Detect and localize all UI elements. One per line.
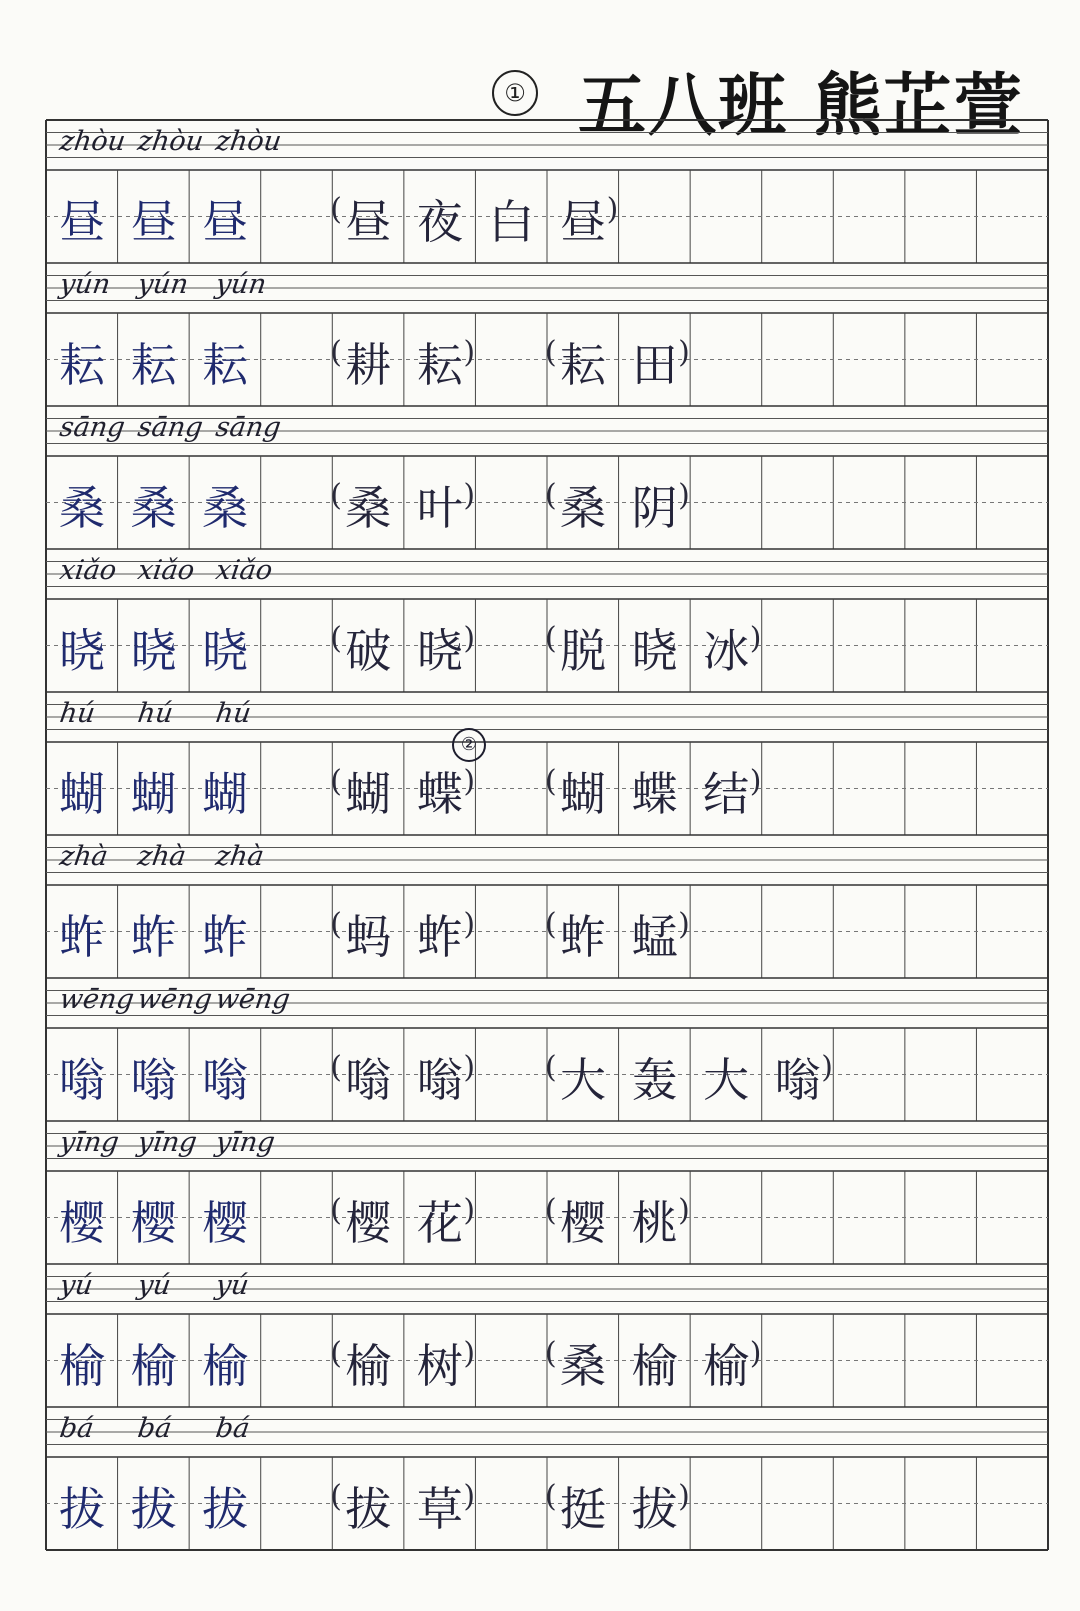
word-character: 冰 [703, 624, 750, 678]
word-close-paren: ) [463, 1050, 476, 1085]
practice-character: 蚱 [130, 910, 177, 964]
practice-character: 蝴 [59, 767, 105, 821]
word-close-paren: ) [678, 335, 690, 370]
practice-character: 拔 [59, 1482, 105, 1536]
pinyin-text: yún [213, 269, 269, 300]
pinyin-text: yú [135, 1270, 173, 1301]
word-character: 嗡 [416, 1053, 463, 1107]
pinyin-text: zhòu [57, 126, 128, 157]
word-close-paren: ) [678, 1193, 690, 1228]
pinyin-text: xiǎo [213, 555, 275, 586]
word-open-paren: ( [545, 1193, 557, 1228]
pinyin-text: yú [213, 1270, 251, 1301]
practice-character: 樱 [202, 1196, 249, 1250]
page-mark-two: ② [452, 728, 486, 762]
practice-character: 榆 [59, 1339, 105, 1393]
page-number-badge: ① [492, 70, 538, 116]
pinyin-text: yún [135, 269, 191, 300]
practice-character: 晓 [202, 624, 249, 678]
word-character: 破 [345, 624, 392, 678]
practice-character: 晓 [130, 624, 177, 678]
word-character: 白 [488, 195, 535, 249]
word-character: 草 [416, 1482, 463, 1536]
word-character: 大 [560, 1053, 606, 1107]
word-character: 蝶 [416, 767, 463, 821]
practice-character: 蝴 [202, 767, 249, 821]
pinyin-text: hú [57, 698, 97, 729]
word-character: 耘 [560, 338, 606, 392]
pinyin-text: bá [135, 1413, 174, 1444]
word-open-paren: ( [330, 764, 342, 799]
word-character: 结 [703, 767, 750, 821]
word-character: 晓 [631, 624, 678, 678]
word-open-paren: ( [330, 335, 342, 370]
practice-character: 嗡 [59, 1053, 105, 1107]
word-close-paren: ) [463, 907, 476, 942]
pinyin-text: wēng [57, 984, 136, 1015]
word-character: 阴 [631, 481, 678, 535]
word-open-paren: ( [545, 764, 557, 799]
practice-character: 耘 [202, 338, 249, 392]
word-character: 蝴 [345, 767, 392, 821]
pinyin-text: sāng [135, 412, 205, 443]
word-open-paren: ( [545, 335, 557, 370]
pinyin-text: zhà [213, 841, 266, 872]
practice-character: 耘 [59, 338, 105, 392]
word-open-paren: ( [330, 1193, 342, 1228]
pinyin-text: hú [213, 698, 253, 729]
pinyin-text: sāng [213, 412, 283, 443]
pinyin-text: bá [213, 1413, 252, 1444]
word-character: 拔 [345, 1482, 392, 1536]
practice-character: 蝴 [130, 767, 177, 821]
pinyin-text: zhà [57, 841, 110, 872]
practice-character: 桑 [202, 481, 249, 535]
word-character: 田 [631, 338, 678, 392]
word-open-paren: ( [545, 907, 557, 942]
word-character: 桑 [560, 1339, 606, 1393]
practice-character: 拔 [202, 1482, 249, 1536]
word-character: 晓 [416, 624, 463, 678]
word-close-paren: ) [821, 1050, 833, 1085]
word-character: 昼 [560, 195, 606, 249]
word-character: 耘 [416, 338, 463, 392]
word-open-paren: ( [545, 1336, 557, 1371]
word-character: 花 [416, 1196, 463, 1250]
word-character: 嗡 [774, 1053, 821, 1107]
word-character: 夜 [416, 195, 463, 249]
word-character: 树 [416, 1339, 463, 1393]
word-character: 榆 [631, 1339, 678, 1393]
practice-character: 樱 [59, 1196, 105, 1250]
word-close-paren: ) [678, 1479, 690, 1514]
word-open-paren: ( [330, 192, 342, 227]
word-character: 耕 [345, 338, 392, 392]
pinyin-text: zhòu [135, 126, 206, 157]
pinyin-text: xiǎo [135, 555, 197, 586]
class-and-student-name: 五八班 熊芷萱 [578, 67, 1024, 146]
word-open-paren: ( [330, 621, 342, 656]
word-open-paren: ( [330, 478, 342, 513]
word-close-paren: ) [749, 1336, 762, 1371]
word-close-paren: ) [463, 1479, 476, 1514]
word-character: 桑 [560, 481, 606, 535]
word-character: 蚱 [560, 910, 606, 964]
practice-character: 嗡 [130, 1053, 177, 1107]
pinyin-text: bá [57, 1413, 96, 1444]
word-character: 榆 [345, 1339, 392, 1393]
word-open-paren: ( [330, 1050, 342, 1085]
practice-character: 榆 [130, 1339, 177, 1393]
word-close-paren: ) [463, 478, 476, 513]
practice-character: 嗡 [202, 1053, 249, 1107]
word-open-paren: ( [545, 478, 557, 513]
word-character: 大 [703, 1053, 750, 1107]
word-character: 桑 [345, 481, 392, 535]
word-close-paren: ) [463, 335, 476, 370]
pinyin-text: hú [135, 698, 175, 729]
practice-character: 晓 [59, 624, 105, 678]
word-character: 蝴 [560, 767, 606, 821]
word-character: 蝶 [631, 767, 678, 821]
word-character: 轰 [631, 1053, 678, 1107]
word-character: 昼 [345, 195, 392, 249]
word-close-paren: ) [463, 1193, 476, 1228]
pinyin-text: yún [57, 269, 113, 300]
word-close-paren: ) [678, 907, 690, 942]
word-character: 蜢 [631, 910, 678, 964]
practice-character: 昼 [59, 195, 105, 249]
pinyin-text: yīng [213, 1127, 277, 1158]
word-character: 挺 [560, 1482, 606, 1536]
practice-character: 昼 [202, 195, 249, 249]
pinyin-text: yīng [57, 1127, 121, 1158]
practice-character: 榆 [202, 1339, 249, 1393]
pinyin-text: sāng [57, 412, 127, 443]
pinyin-text: zhòu [213, 126, 284, 157]
word-close-paren: ) [749, 621, 762, 656]
word-open-paren: ( [330, 1479, 342, 1514]
word-open-paren: ( [545, 621, 557, 656]
word-character: 蚂 [345, 910, 392, 964]
word-open-paren: ( [330, 907, 342, 942]
practice-character: 桑 [59, 481, 105, 535]
word-open-paren: ( [545, 1479, 557, 1514]
pinyin-text: yīng [135, 1127, 199, 1158]
word-close-paren: ) [678, 478, 690, 513]
pinyin-text: wēng [213, 984, 292, 1015]
practice-character: 桑 [130, 481, 177, 535]
word-close-paren: ) [463, 764, 476, 799]
word-open-paren: ( [330, 1336, 342, 1371]
pinyin-text: wēng [135, 984, 214, 1015]
practice-character: 昼 [130, 195, 177, 249]
word-character: 桃 [631, 1196, 678, 1250]
word-close-paren: ) [606, 192, 619, 227]
word-character: 嗡 [345, 1053, 392, 1107]
word-character: 蚱 [416, 910, 463, 964]
practice-character: 耘 [130, 338, 177, 392]
word-character: 樱 [560, 1196, 606, 1250]
word-character: 脱 [560, 624, 606, 678]
word-close-paren: ) [463, 621, 476, 656]
word-character: 拔 [631, 1482, 678, 1536]
pinyin-text: zhà [135, 841, 188, 872]
pinyin-text: xiǎo [57, 555, 119, 586]
practice-character: 樱 [130, 1196, 177, 1250]
practice-character: 蚱 [59, 910, 105, 964]
word-close-paren: ) [463, 1336, 476, 1371]
word-open-paren: ( [545, 1050, 557, 1085]
word-character: 榆 [703, 1339, 750, 1393]
pinyin-text: yú [57, 1270, 95, 1301]
practice-character: 蚱 [202, 910, 249, 964]
word-character: 叶 [416, 481, 463, 535]
practice-character: 拔 [130, 1482, 177, 1536]
word-character: 樱 [345, 1196, 392, 1250]
word-close-paren: ) [749, 764, 762, 799]
